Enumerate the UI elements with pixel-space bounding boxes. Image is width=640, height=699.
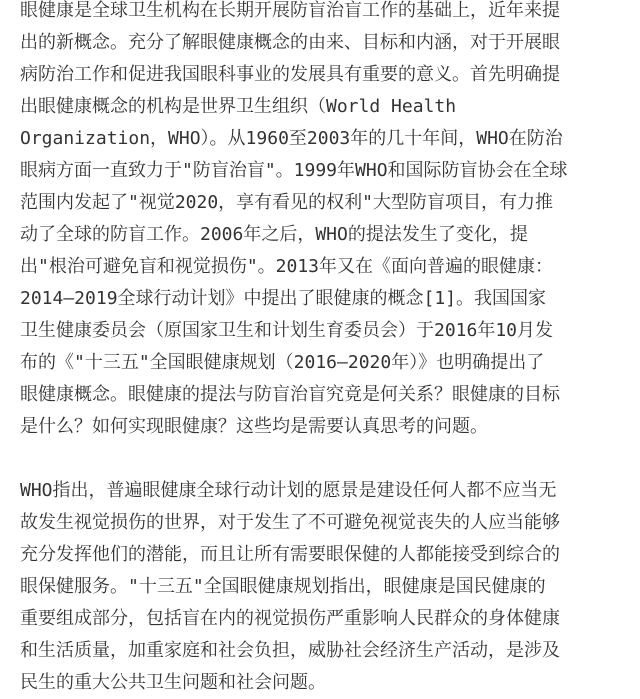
paragraph-1: [20, 0, 620, 443]
paragraph-2: [20, 475, 620, 699]
text-line: WHO指出，普遍眼健康全球行动计划的愿景是建设任何人都不应当无: [20, 480, 557, 501]
text-line: 眼健康是全球卫生机构在长期开展防盲治盲工作的基础上，近年来提: [20, 0, 560, 21]
text-line: 动了全球的防盲工作。2006年之后，WHO的提法发生了变化，提: [20, 224, 528, 245]
text-line: 范围内发起了"视觉2020，享有看见的权利"大型防盲项目，有力推: [20, 192, 554, 213]
text-line: 出的新概念。充分了解眼健康概念的由来、目标和内涵，对于开展眼: [20, 32, 560, 53]
text-line: 民生的重大公共卫生问题和社会问题。: [20, 672, 326, 693]
text-line: 卫生健康委员会（原国家卫生和计划生育委员会）于2016年10月发: [20, 320, 554, 341]
text-line: 是什么？如何实现眼健康？这些均是需要认真思考的问题。: [20, 416, 488, 437]
text-line: 病防治工作和促进我国眼科事业的发展具有重要的意义。首先明确提: [20, 64, 560, 85]
text-line: 眼病方面一直致力于"防盲治盲"。1999年WHO和国际防盲协会在全球: [20, 160, 568, 181]
text-line: 充分发挥他们的潜能，而且让所有需要眼保健的人都能接受到综合的: [20, 544, 560, 565]
text-line: 出"根治可避免盲和视觉损伤"。2013年又在《面向普遍的眼健康：: [20, 256, 554, 277]
text-line: 和生活质量，加重家庭和社会负担，威胁社会经济生产活动，是涉及: [20, 640, 560, 661]
text-line: 2014—2019全球行动计划》中提出了眼健康的概念[1]。我国国家: [20, 288, 547, 309]
text-line: Organization，WHO）。从1960至2003年的几十年间，WHO在防治: [20, 128, 563, 149]
text-line: 出眼健康概念的机构是世界卫生组织（World Health: [20, 96, 457, 117]
text-line: 眼健康概念。眼健康的提法与防盲治盲究竟是何关系？眼健康的目标: [20, 384, 560, 405]
text-line: 布的《"十三五"全国眼健康规划（2016—2020年）》也明确提出了: [20, 352, 545, 373]
text-line: 故发生视觉损伤的世界，对于发生了不可避免视觉丧失的人应当能够: [20, 512, 560, 533]
text-line: 眼保健服务。"十三五"全国眼健康规划指出，眼健康是国民健康的: [20, 576, 546, 597]
text-line: 重要组成部分，包括盲在内的视觉损伤严重影响人民群众的身体健康: [20, 608, 560, 629]
